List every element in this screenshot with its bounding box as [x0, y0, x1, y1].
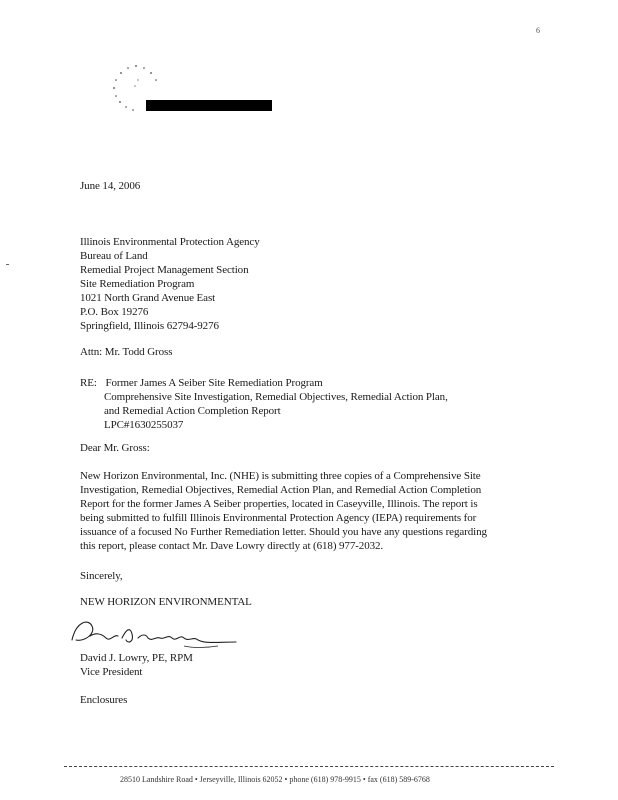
signer-title: Vice President: [80, 666, 143, 678]
re-label: [80, 377, 323, 390]
attention-line: Attn: Mr. Todd Gross: [80, 346, 173, 358]
recipient-line: Springfield, Illinois 62794-9276: [80, 320, 219, 332]
body-line: being submitted to fulfill Illinois Environmental Protection Agency (IEPA) requirements for: [80, 512, 477, 524]
re-line: and Remedial Action Completion Report: [104, 405, 281, 417]
re-subject: Former James A Seiber Site Remediation Program: [105, 377, 323, 389]
closing: Sincerely,: [80, 570, 123, 582]
recipient-line: Illinois Environmental Protection Agency: [80, 236, 260, 248]
recipient-line: Site Remediation Program: [80, 278, 195, 290]
re-line: LPC#1630255037: [104, 419, 184, 431]
body-line: this report, please contact Mr. Dave Lowry directly at (618) 977-2032.: [80, 540, 384, 552]
enclosures-note: Enclosures: [80, 694, 128, 706]
recipient-line: 1021 North Grand Avenue East: [80, 292, 216, 304]
footer-address: 28510 Landshire Road • Jerseyville, Illinois 62052 • phone (618) 978-9915 • fax (618) 589-6768: [120, 775, 430, 784]
recipient-line: Remedial Project Management Section: [80, 264, 249, 276]
redaction-bar: [146, 100, 272, 111]
recipient-line: Bureau of Land: [80, 250, 148, 262]
signer-name: David J. Lowry, PE, RPM: [80, 652, 193, 664]
footer-divider: [64, 766, 554, 767]
recipient-line: P.O. Box 19276: [80, 306, 149, 318]
body-line: Investigation, Remedial Objectives, Remedial Action Plan, and Remedial Action Completion: [80, 484, 482, 496]
salutation: Dear Mr. Gross:: [80, 442, 150, 454]
letter-date: June 14, 2006: [80, 180, 141, 192]
margin-speck: [6, 264, 9, 265]
company-name: NEW HORIZON ENVIRONMENTAL: [80, 596, 252, 608]
re-label-text: RE:: [80, 377, 97, 389]
body-line: Report for the former James A Seiber properties, located in Caseyville, Illinois. The report is: [80, 498, 478, 510]
signature-icon: [66, 612, 246, 652]
re-line: Comprehensive Site Investigation, Remedial Objectives, Remedial Action Plan,: [104, 391, 448, 403]
body-line: issuance of a focused No Further Remediation letter. Should you have any questions regarding: [80, 526, 487, 538]
body-line: New Horizon Environmental, Inc. (NHE) is submitting three copies of a Comprehensive Site: [80, 470, 481, 482]
page-corner-mark: 6: [536, 26, 540, 35]
